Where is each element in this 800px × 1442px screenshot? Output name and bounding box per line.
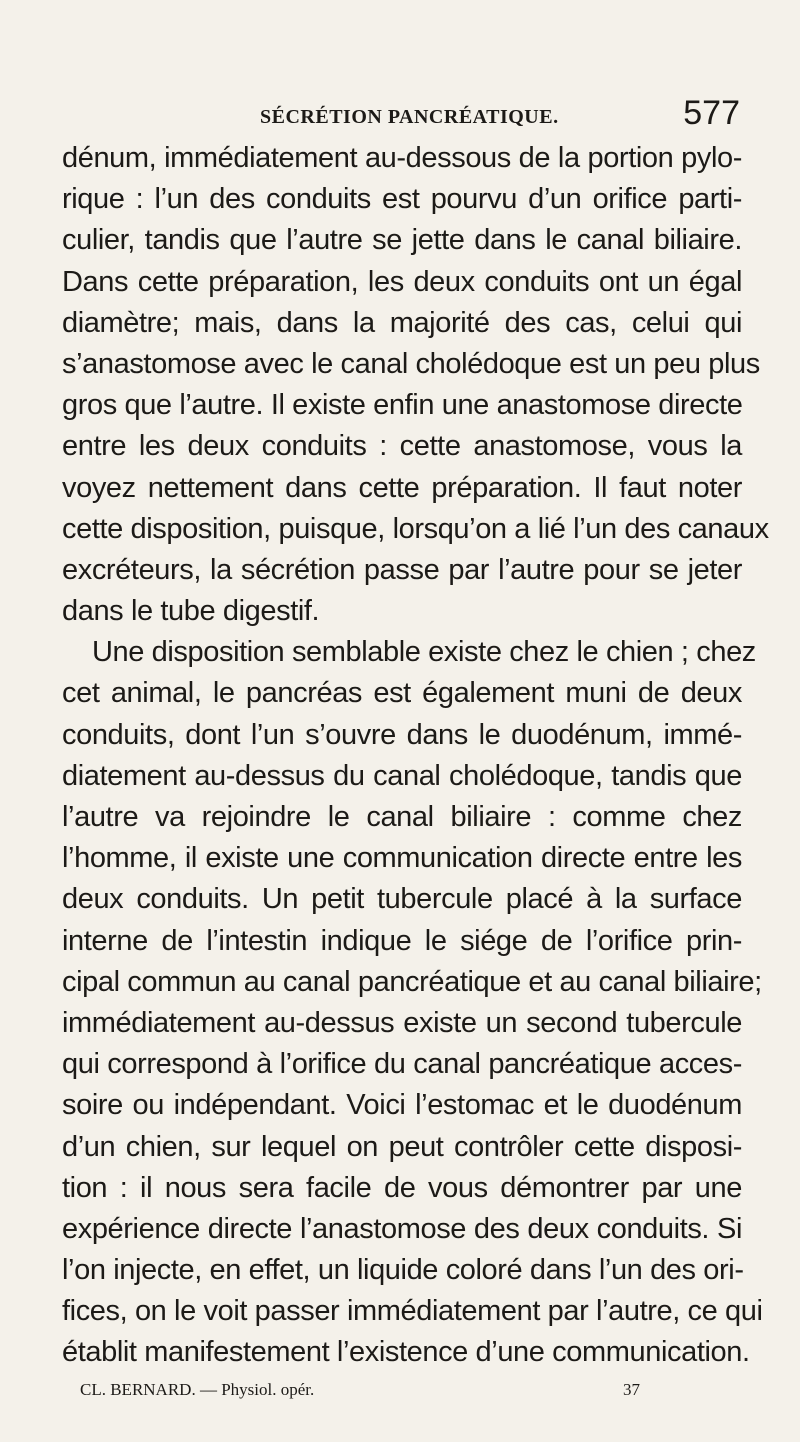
text-line: fices, on le voit passer immédiatement par l’autre, ce qui: [62, 1295, 763, 1328]
text-line: voyez nettement dans cette préparation. Il faut noter: [62, 471, 742, 504]
paragraph-start-line: Une disposition semblable existe chez le chien ; chez: [92, 636, 756, 669]
text-line: d’un chien, sur lequel on peut contrôler cette disposi-: [62, 1130, 742, 1163]
text-line: rique : l’un des conduits est pourvu d’un orifice parti-: [62, 183, 742, 216]
text-line: s’anastomose avec le canal cholédoque est un peu plus: [62, 347, 760, 380]
text-line: interne de l’intestin indique le siége de l’orifice prin-: [62, 924, 742, 957]
text-line: culier, tandis que l’autre se jette dans le canal biliaire.: [62, 224, 742, 257]
running-head: [60, 88, 740, 138]
text-line: cet animal, le pancréas est également muni de deux: [62, 677, 742, 710]
text-line: établit manifestement l’existence d’une communication.: [62, 1336, 750, 1369]
text-line: l’homme, il existe une communication directe entre les: [62, 842, 742, 875]
text-line: Dans cette préparation, les deux conduits ont un égal: [62, 265, 742, 298]
running-title: SÉCRÉTION PANCRÉATIQUE.: [260, 106, 559, 128]
text-line: tion : il nous sera facile de vous démontrer par une: [62, 1171, 742, 1204]
text-line: cipal commun au canal pancréatique et au canal biliaire;: [62, 965, 762, 998]
text-line: gros que l’autre. Il existe enfin une anastomose directe: [62, 389, 743, 422]
page-footer: [80, 1380, 640, 1410]
text-line: deux conduits. Un petit tubercule placé à la surface: [62, 883, 742, 916]
paragraph-end-line: dans le tube digestif.: [62, 595, 320, 628]
text-line: dénum, immédiatement au-dessous de la portion pylo-: [62, 142, 742, 174]
text-line: cette disposition, puisque, lorsqu’on a lié l’un des canaux: [62, 512, 769, 545]
text-line: l’on injecte, en effet, un liquide coloré dans l’un des ori-: [62, 1254, 744, 1287]
text-line: entre les deux conduits : cette anastomose, vous la: [62, 430, 742, 463]
text-line: conduits, dont l’un s’ouvre dans le duodénum, immé-: [62, 718, 742, 751]
text-line: expérience directe l’anastomose des deux conduits. Si: [62, 1212, 742, 1245]
text-line: immédiatement au-dessus existe un second tubercule: [62, 1006, 742, 1039]
text-line: diatement au-dessus du canal cholédoque, tandis que: [62, 759, 742, 792]
sheet-number: 37: [623, 1380, 640, 1399]
text-line: diamètre; mais, dans la majorité des cas, celui qui: [62, 306, 742, 339]
body-text: [62, 138, 769, 1374]
text-line: soire ou indépendant. Voici l’estomac et le duodénum: [62, 1089, 742, 1122]
signature-mark: CL. BERNARD. — Physiol. opér.: [80, 1380, 315, 1399]
text-line: excréteurs, la sécrétion passe par l’autre pour se jeter: [62, 553, 742, 586]
text-line: qui correspond à l’orifice du canal pancréatique acces-: [62, 1048, 742, 1081]
page-number: 577: [683, 94, 740, 132]
text-line: l’autre va rejoindre le canal biliaire : comme chez: [62, 801, 742, 833]
